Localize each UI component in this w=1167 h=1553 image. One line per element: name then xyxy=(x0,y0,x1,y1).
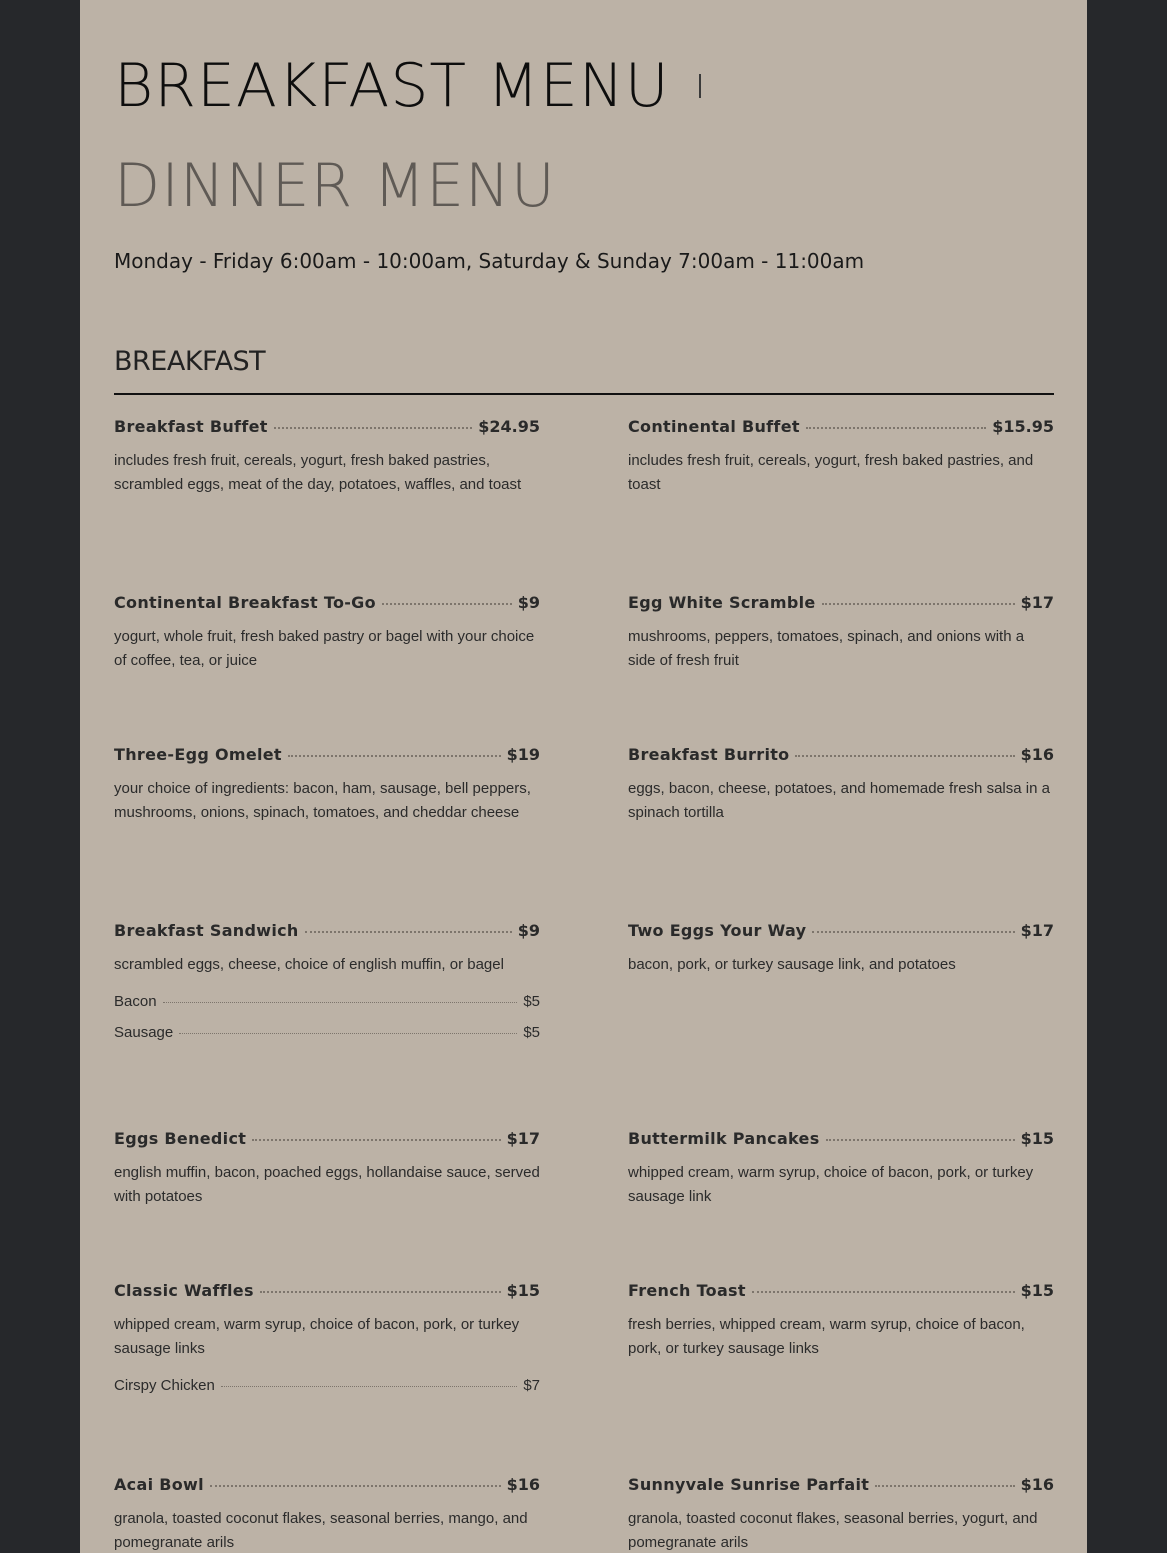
menu-item xyxy=(628,593,1054,673)
addon-price: $5 xyxy=(523,993,540,1010)
menu-item xyxy=(114,417,540,497)
menu-item-description: granola, toasted coconut flakes, seasonal berries, mango, and pomegranate arils xyxy=(114,1510,528,1551)
menu-item-description: includes fresh fruit, cereals, yogurt, fresh baked pastries, and toast xyxy=(628,452,1034,493)
menu-item-price: $16 xyxy=(506,1475,540,1494)
menu-item-name: Three-Egg Omelet xyxy=(114,745,282,764)
addon-name: Cirspy Chicken xyxy=(114,1377,215,1394)
menu-item-header xyxy=(628,1475,1054,1494)
menu-item-price: $15 xyxy=(1020,1281,1054,1300)
menu-item xyxy=(628,1475,1054,1553)
menu-item-header xyxy=(628,745,1054,764)
menu-item xyxy=(628,1281,1054,1361)
menu-item-header xyxy=(114,593,540,612)
menu-item-name: Breakfast Burrito xyxy=(628,745,790,764)
menu-item-description: your choice of ingredients: bacon, ham, sausage, bell peppers, mushrooms, onions, spinach, tomatoes, and cheddar cheese xyxy=(114,780,531,821)
menu-item-name: Breakfast Buffet xyxy=(114,417,268,436)
menu-item xyxy=(628,1129,1054,1209)
menu-item-header xyxy=(114,921,540,940)
menu-item-description: yogurt, whole fruit, fresh baked pastry or bagel with your choice of coffee, tea, or juice xyxy=(114,628,535,669)
menu-item-name: Breakfast Sandwich xyxy=(114,921,299,940)
menu-item-price: $17 xyxy=(1020,593,1054,612)
menu-item xyxy=(114,593,540,673)
menu-item-name: Continental Breakfast To-Go xyxy=(114,593,376,612)
menu-item-name: Two Eggs Your Way xyxy=(628,921,807,940)
page-subtitle: DINNER MENU xyxy=(114,151,556,221)
menu-item-name: French Toast xyxy=(628,1281,746,1300)
menu-item-name: Classic Waffles xyxy=(114,1281,254,1300)
addon-price: $5 xyxy=(523,1024,540,1041)
dot-leader xyxy=(382,602,512,605)
dot-leader xyxy=(795,754,1014,757)
section-divider xyxy=(114,393,1054,395)
dot-leader xyxy=(179,1032,517,1034)
menu-item-description: english muffin, bacon, poached eggs, hollandaise sauce, served with potatoes xyxy=(114,1164,540,1205)
menu-item-header xyxy=(114,1281,540,1300)
dot-leader xyxy=(274,426,473,429)
section-title: BREAKFAST xyxy=(114,346,266,377)
menu-item-description: bacon, pork, or turkey sausage link, and potatoes xyxy=(628,956,956,973)
menu-item-price: $16 xyxy=(1020,745,1054,764)
text-cursor xyxy=(699,74,701,98)
menu-item xyxy=(628,417,1054,497)
dot-leader xyxy=(305,930,512,933)
menu-item xyxy=(114,745,540,825)
service-hours: Monday - Friday 6:00am - 10:00am, Saturday & Sunday 7:00am - 11:00am xyxy=(114,249,865,273)
menu-item-header xyxy=(114,1475,540,1494)
menu-item-name: Sunnyvale Sunrise Parfait xyxy=(628,1475,870,1494)
menu-item xyxy=(114,1129,540,1209)
dot-leader xyxy=(806,426,986,429)
menu-item-price: $24.95 xyxy=(478,417,540,436)
dot-leader xyxy=(163,1001,518,1003)
menu-item xyxy=(628,921,1054,977)
page-title: BREAKFAST MENU xyxy=(114,51,670,121)
menu-item xyxy=(114,921,540,1041)
dot-leader xyxy=(260,1290,501,1293)
menu-item xyxy=(114,1475,540,1553)
menu-item-header xyxy=(114,417,540,436)
menu-item-name: Eggs Benedict xyxy=(114,1129,247,1148)
menu-item-header xyxy=(628,417,1054,436)
menu-item xyxy=(628,745,1054,825)
menu-item-price: $9 xyxy=(517,593,540,612)
addon-name: Sausage xyxy=(114,1024,174,1041)
menu-item-price: $17 xyxy=(506,1129,540,1148)
menu-item-price: $15 xyxy=(506,1281,540,1300)
dot-leader xyxy=(210,1484,501,1487)
menu-item-addon xyxy=(114,1024,540,1041)
dot-leader xyxy=(752,1290,1015,1293)
addon-name: Bacon xyxy=(114,993,157,1010)
menu-page xyxy=(80,0,1087,1553)
menu-item-description: whipped cream, warm syrup, choice of bacon, pork, or turkey sausage links xyxy=(114,1316,520,1357)
addon-price: $7 xyxy=(523,1377,540,1394)
dot-leader xyxy=(812,930,1014,933)
dot-leader xyxy=(252,1138,500,1141)
menu-item-description: eggs, bacon, cheese, potatoes, and homemade fresh salsa in a spinach tortilla xyxy=(628,780,1050,821)
menu-item-header xyxy=(628,593,1054,612)
menu-item-price: $19 xyxy=(506,745,540,764)
menu-item-header xyxy=(628,921,1054,940)
menu-item-description: scrambled eggs, cheese, choice of english muffin, or bagel xyxy=(114,956,504,973)
menu-item-price: $17 xyxy=(1020,921,1054,940)
menu-item-price: $9 xyxy=(517,921,540,940)
menu-item xyxy=(114,1281,540,1394)
menu-item-description: mushrooms, peppers, tomatoes, spinach, and onions with a side of fresh fruit xyxy=(628,628,1025,669)
menu-item-name: Egg White Scramble xyxy=(628,593,816,612)
menu-item-price: $15 xyxy=(1020,1129,1054,1148)
menu-item-description: granola, toasted coconut flakes, seasonal berries, yogurt, and pomegranate arils xyxy=(628,1510,1038,1551)
dot-leader xyxy=(288,754,501,757)
menu-item-addon xyxy=(114,993,540,1010)
menu-item-description: fresh berries, whipped cream, warm syrup, choice of bacon, pork, or turkey sausage links xyxy=(628,1316,1025,1357)
menu-item-header xyxy=(114,1129,540,1148)
dot-leader xyxy=(826,1138,1015,1141)
menu-item-name: Continental Buffet xyxy=(628,417,800,436)
menu-item-header xyxy=(628,1129,1054,1148)
menu-item-header xyxy=(628,1281,1054,1300)
menu-item-name: Acai Bowl xyxy=(114,1475,204,1494)
menu-item-price: $16 xyxy=(1020,1475,1054,1494)
dot-leader xyxy=(221,1385,517,1387)
menu-item-header xyxy=(114,745,540,764)
menu-item-name: Buttermilk Pancakes xyxy=(628,1129,820,1148)
dot-leader xyxy=(822,602,1015,605)
dot-leader xyxy=(875,1484,1014,1487)
menu-item-price: $15.95 xyxy=(992,417,1054,436)
menu-item-addon xyxy=(114,1377,540,1394)
menu-item-description: whipped cream, warm syrup, choice of bacon, pork, or turkey sausage link xyxy=(628,1164,1034,1205)
menu-item-description: includes fresh fruit, cereals, yogurt, fresh baked pastries, scrambled eggs, meat of the day, potatoes, waffles, and toast xyxy=(114,452,522,493)
